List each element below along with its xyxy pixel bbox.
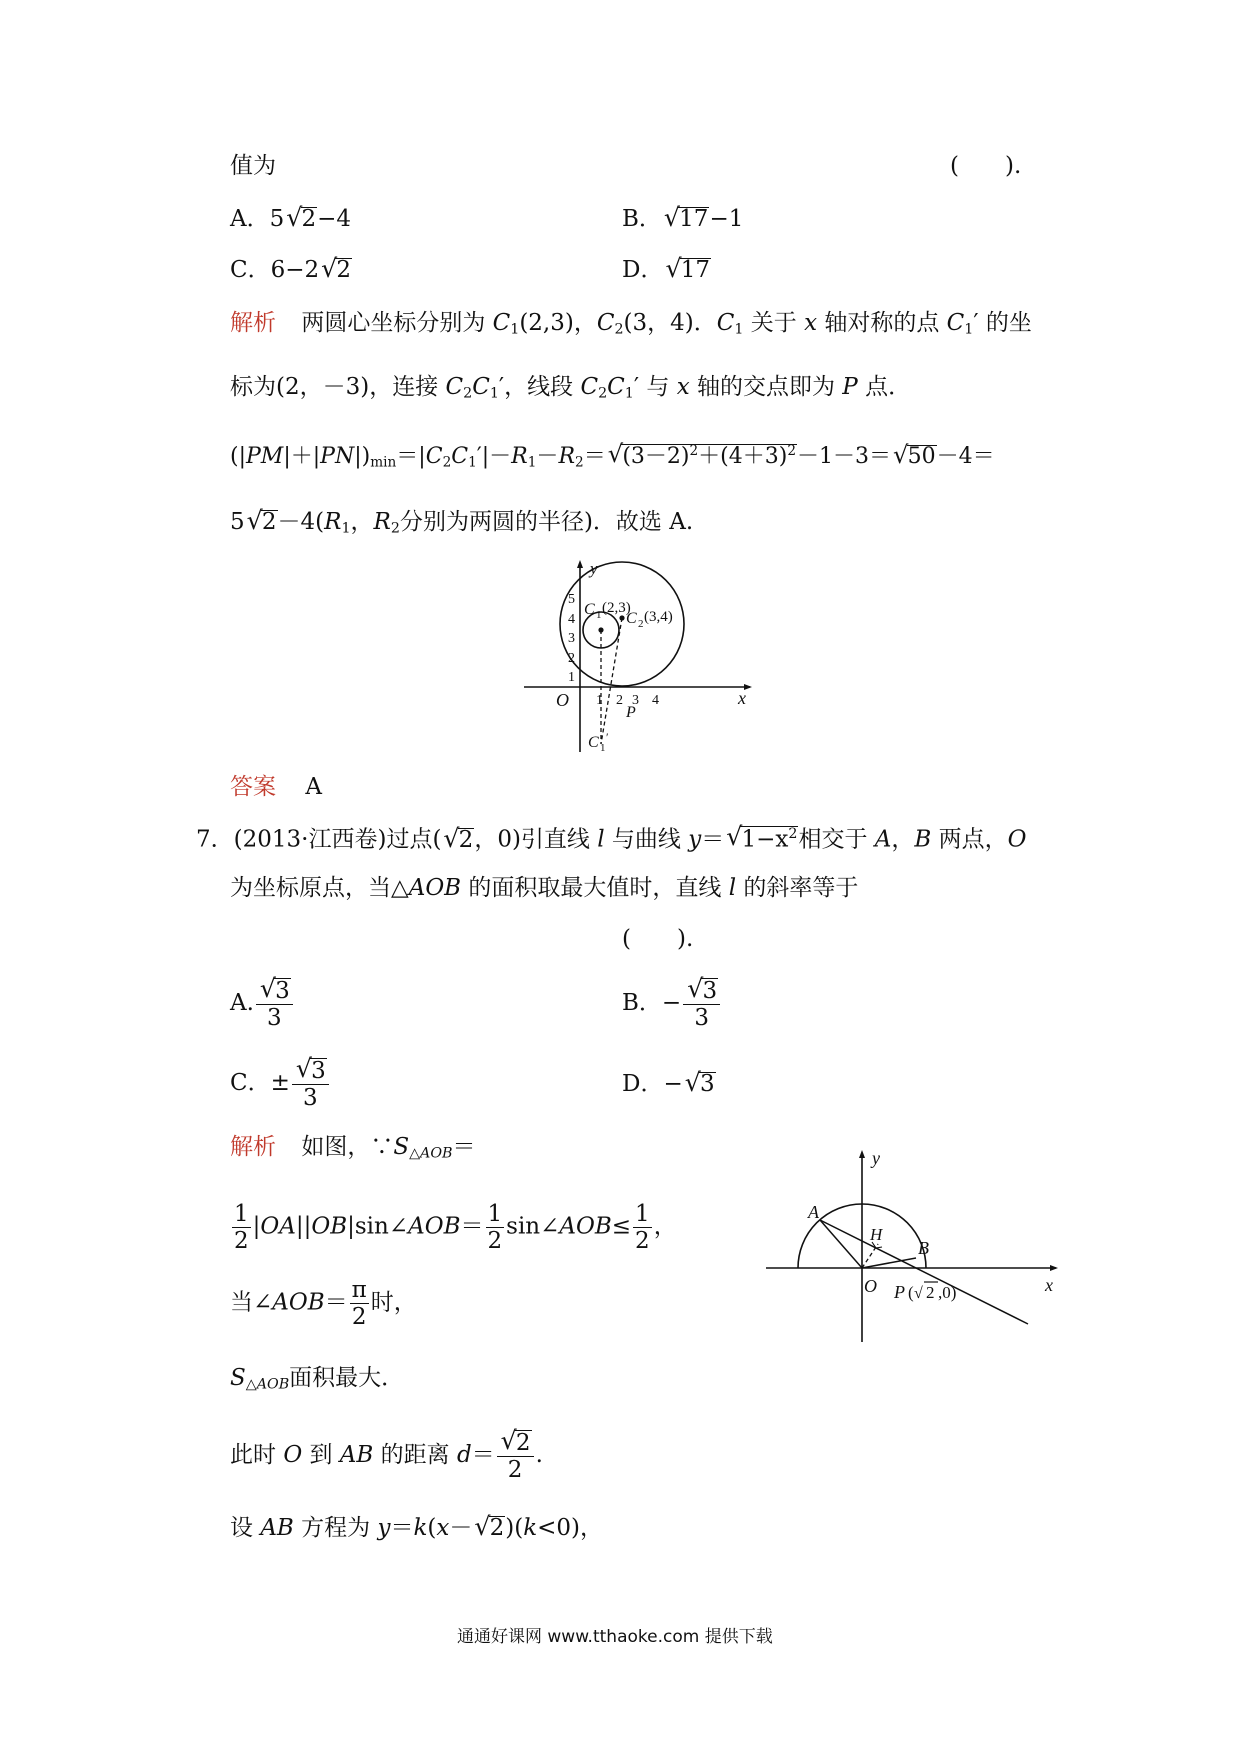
q7-option-d: D．−√ 3	[622, 1072, 716, 1096]
svg-text:P: P	[626, 704, 636, 721]
svg-text:A: A	[808, 1202, 819, 1222]
page-footer: 通通好课网 www.tthaoke.com 提供下载	[457, 1627, 773, 1647]
q6-answer-line: 答案 A	[230, 774, 322, 800]
svg-text:,0): ,0)	[938, 1283, 957, 1302]
q7-option-a: A. √ $\frac{3}{3}$	[230, 978, 295, 1030]
svg-text:B: B	[918, 1238, 929, 1258]
q7-answer-blank: ( ).	[622, 926, 694, 952]
q6-option-a: A．5√ 2−4	[230, 207, 351, 231]
svg-text:C: C	[584, 601, 595, 618]
svg-text:4: 4	[652, 693, 659, 708]
svg-text:H: H	[870, 1225, 883, 1244]
svg-text:y: y	[872, 1148, 880, 1168]
svg-text:3: 3	[632, 693, 639, 708]
q6-circles-figure	[520, 556, 760, 756]
svg-text:1: 1	[568, 670, 575, 685]
fig2-line-l	[820, 1220, 1028, 1324]
q6-analysis-line-3: $(|PM|+|PN|)_{min}=|C_2C_1'|-R_1-R_2=√$ $(3-2)^2+(4+3)^2-1-3=√$ 50－4＝	[230, 444, 995, 470]
svg-text:2: 2	[616, 693, 623, 708]
svg-text:y: y	[590, 559, 598, 578]
q6-option-b: B．√ 17−1	[622, 207, 743, 231]
svg-text:√: √	[914, 1285, 923, 1302]
svg-text:2: 2	[568, 651, 575, 666]
svg-text:4: 4	[568, 612, 575, 627]
q7-analysis-line-1: 解析 如图，$\because S_{\triangle AOB}=$	[230, 1134, 476, 1162]
svg-text:(: (	[908, 1283, 914, 1302]
svg-text:x: x	[1045, 1275, 1053, 1295]
svg-text:′: ′	[606, 730, 609, 744]
svg-text:C: C	[588, 734, 599, 751]
q7-analysis-line-2: $\frac{1}{2}$ |OA||OB|sin∠AOB＝ $\frac{1}{2}$ sin∠AOB≤ $\frac{1}{2}$ ，	[234, 1201, 677, 1255]
q7-semicircle-figure	[760, 1146, 1070, 1346]
q6-option-d: D．√ 17	[622, 258, 711, 282]
q7-analysis-label: 解析	[230, 1134, 276, 1160]
svg-text:3: 3	[568, 631, 575, 646]
q6-analysis-line-2: 标为(2，－3)，连接 $C_2C_1'$，线段 $C_2C_1'$ 与 x 轴的交点即为 P 点．	[230, 374, 912, 402]
q6-stem-tail: 值为	[230, 153, 276, 179]
svg-text:x: x	[738, 688, 746, 708]
q7-analysis-line-6: 设 AB 方程为 y＝k(x－√ 2)(k<0)，	[230, 1516, 603, 1540]
svg-text:1: 1	[596, 693, 603, 708]
svg-text:1: 1	[600, 742, 606, 754]
svg-text:1: 1	[596, 609, 602, 621]
svg-text:P: P	[894, 1282, 905, 1302]
q6-answer-blank: ( ).	[950, 153, 1022, 179]
svg-text:2: 2	[926, 1283, 935, 1302]
q7-stem-line-1: 7．(2013·江西卷)过点(√ 2，0)引直线 l 与曲线 y＝√ $1-x^2$相交于 A，B 两点，O	[196, 826, 1026, 852]
q6-option-c: C．6−2√ 2	[230, 258, 352, 282]
q7-analysis-line-5: 此时 O 到 AB 的距离 d＝ √ $\frac{2}{2}$ .	[230, 1430, 543, 1482]
q7-analysis-line-3: 当∠AOB＝ $\frac{\pi}{2}$ 时，	[230, 1277, 417, 1331]
q7-stem-line-2: 为坐标原点，当△AOB 的面积取最大值时，直线 l 的斜率等于	[230, 875, 859, 901]
svg-text:2: 2	[638, 618, 644, 630]
q7-option-c: C．± √ $\frac{3}{3}$	[230, 1058, 331, 1110]
q6-answer-label: 答案	[230, 774, 276, 800]
svg-text:5: 5	[568, 592, 575, 607]
q6-analysis-label: 解析	[230, 310, 276, 336]
svg-text:C: C	[626, 610, 637, 627]
svg-text:(3,4): (3,4)	[644, 609, 673, 625]
svg-text:O: O	[864, 1276, 877, 1296]
q6-analysis-line-1: 解析 两圆心坐标分别为 $C_1(2,3)$，$C_2(3$，4)．$C_1$ 关于 x 轴对称的点 $C_1'$ 的坐	[230, 310, 1032, 338]
q7-analysis-line-4: $S_{\triangle AOB}$面积最大．	[230, 1365, 405, 1393]
svg-text:O: O	[556, 690, 569, 710]
svg-text:(2,3): (2,3)	[602, 600, 631, 616]
q6-analysis-line-4: 5√ $2-4(R_1$，$R_2$分别为两圆的半径)．故选 A.	[230, 510, 693, 536]
q7-option-b: B．− √ $\frac{3}{3}$	[622, 978, 722, 1030]
